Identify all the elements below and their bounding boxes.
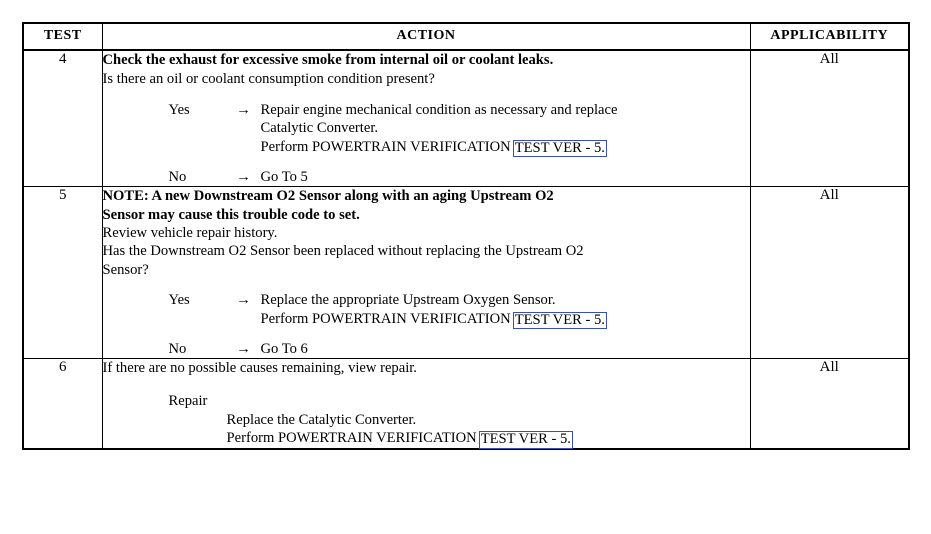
- branch-line-with-link: [261, 310, 750, 328]
- action-title: Check the exhaust for excessive smoke from internal oil or coolant leaks.: [102, 52, 554, 68]
- action-question-line: Sensor?: [102, 261, 149, 278]
- action-content: [102, 50, 750, 187]
- branch-no: [103, 340, 750, 358]
- branch-body: [261, 101, 750, 156]
- branch-line-with-link: [261, 138, 750, 156]
- action-content: [102, 187, 750, 359]
- action-content: [102, 359, 750, 448]
- arrow-right-icon: →: [236, 292, 251, 309]
- applicability-value: All: [750, 187, 908, 359]
- column-header-test-label: TEST: [43, 28, 82, 43]
- repair-line-text: Perform POWERTRAIN VERIFICATION: [226, 430, 477, 447]
- branch-body: [261, 291, 750, 328]
- applicability-value: All: [750, 359, 908, 448]
- action-review: Review vehicle repair history.: [102, 225, 278, 241]
- action-question: Is there an oil or coolant consumption condition present?: [102, 71, 435, 88]
- column-header-action-label: ACTION: [396, 28, 456, 43]
- branch-label: Yes: [168, 101, 190, 118]
- test-ver-link[interactable]: TEST VER - 5.: [480, 431, 571, 448]
- branch-label: No: [168, 340, 187, 357]
- branch-yes: [103, 101, 750, 156]
- branch-line-text: Perform POWERTRAIN VERIFICATION: [260, 138, 511, 155]
- branch-line: Go To 6: [260, 340, 308, 357]
- branch-body: [261, 168, 750, 186]
- column-header-test: [24, 24, 102, 50]
- arrow-right-icon: →: [236, 340, 251, 357]
- column-header-applicability: [750, 24, 908, 50]
- branch-line: Catalytic Converter.: [260, 120, 379, 137]
- arrow-right-icon: →: [236, 101, 251, 118]
- test-number: 5: [24, 187, 102, 359]
- repair-line: Replace the Catalytic Converter.: [226, 412, 417, 428]
- branch-body: [261, 340, 750, 358]
- table-row: [24, 50, 908, 187]
- applicability-value: All: [750, 50, 908, 187]
- arrow-right-icon: →: [236, 168, 251, 185]
- branch-no: [103, 168, 750, 186]
- repair-label: Repair: [168, 392, 208, 409]
- branch-line: Repair engine mechanical condition as necessary and replace: [260, 101, 618, 118]
- branch-line-text: Perform POWERTRAIN VERIFICATION: [260, 310, 511, 327]
- branch-line: Go To 5: [260, 168, 308, 185]
- branch-list: [103, 101, 750, 187]
- repair-body: [103, 411, 750, 448]
- column-header-action: [102, 24, 750, 50]
- test-number: 4: [24, 50, 102, 187]
- repair-line-with-link: [227, 429, 750, 447]
- branch-label: Yes: [168, 292, 190, 309]
- table-header-row: [24, 24, 908, 50]
- action-question-line: Has the Downstream O2 Sensor been replaced without replacing the Upstream O2: [102, 243, 584, 260]
- test-ver-link[interactable]: TEST VER - 5.: [514, 139, 605, 156]
- action-note-line: NOTE: A new Downstream O2 Sensor along with an aging Upstream O2: [102, 188, 554, 205]
- branch-label: No: [168, 168, 187, 185]
- branch-yes: [103, 291, 750, 328]
- column-header-applicability-label: APPLICABILITY: [770, 28, 889, 43]
- table-row: [24, 187, 908, 359]
- action-note-line: Sensor may cause this trouble code to set.: [102, 206, 360, 223]
- branch-line: Replace the appropriate Upstream Oxygen Sensor.: [260, 292, 556, 309]
- branch-list: [103, 291, 750, 358]
- diagnostic-table: [22, 22, 910, 450]
- action-intro: If there are no possible causes remaining, view repair.: [102, 360, 417, 377]
- table-row: [24, 359, 908, 448]
- test-ver-link[interactable]: TEST VER - 5.: [514, 311, 605, 328]
- test-number: 6: [24, 359, 102, 448]
